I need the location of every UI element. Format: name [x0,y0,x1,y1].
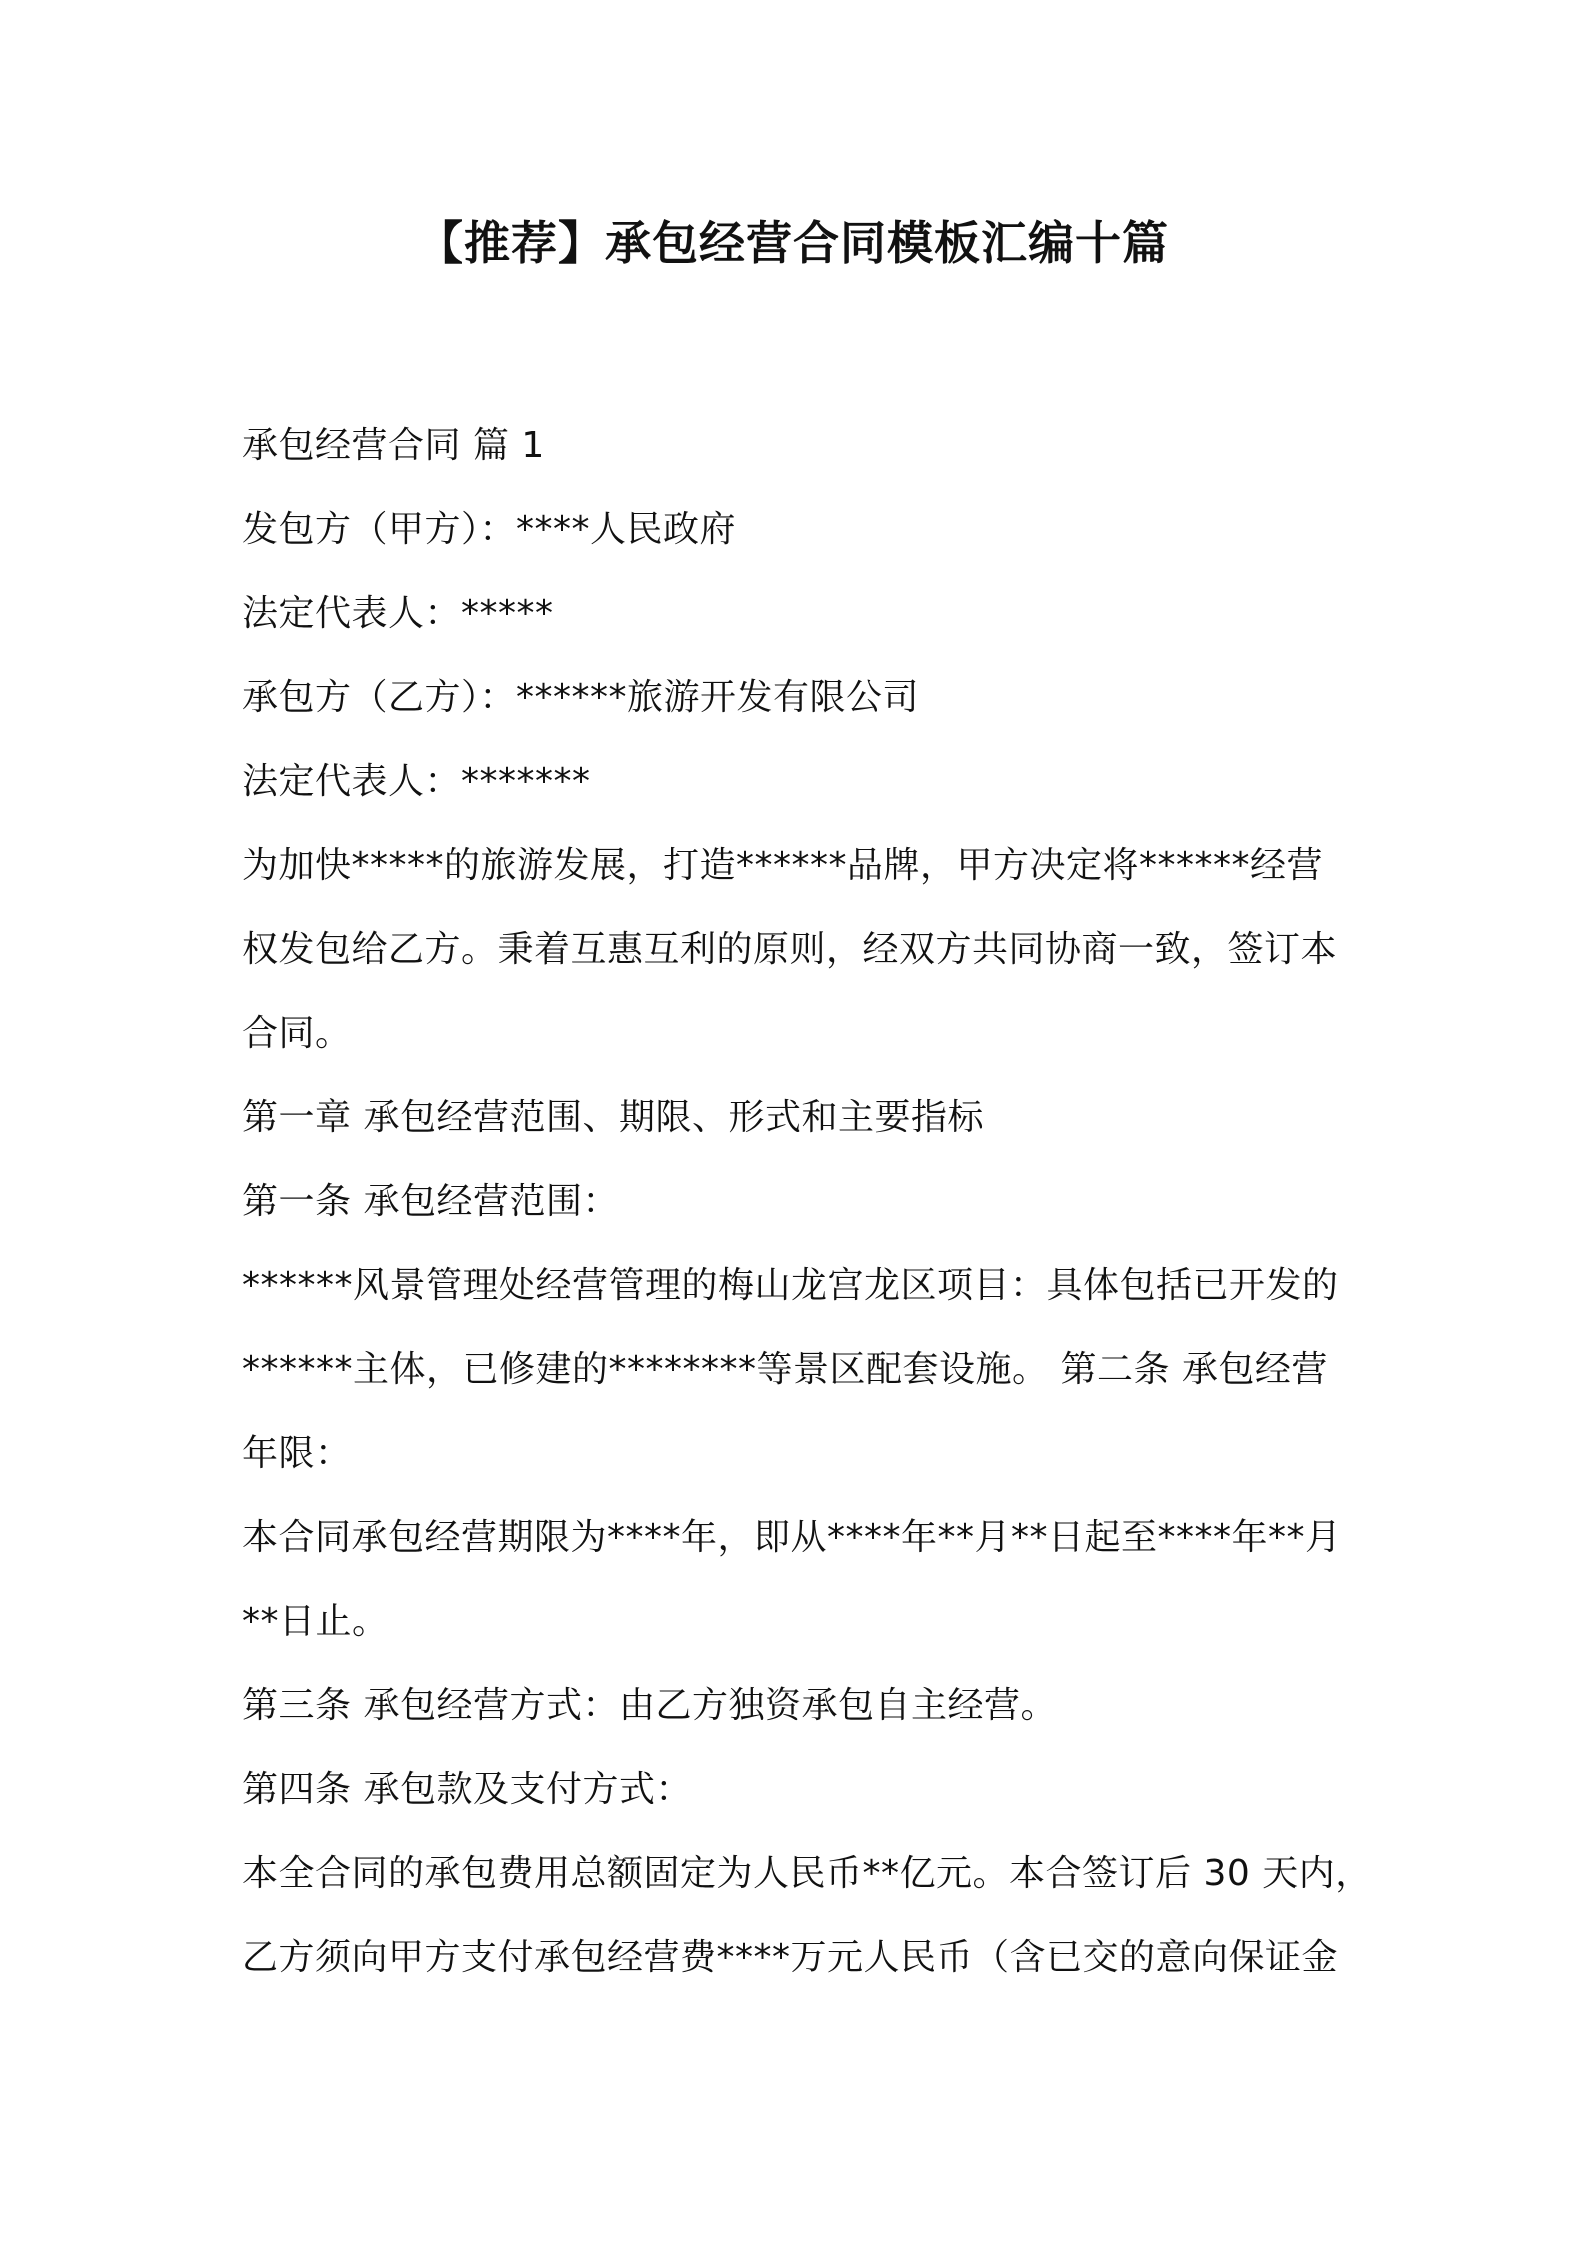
article-2-line-2: 本合同承包经营期限为****年，即从****年**月**日起至****年**月 [242,1517,1342,1558]
article-1-heading: 第一条 承包经营范围： [242,1181,619,1222]
section-heading-part-1: 承包经营合同 篇 1 [242,425,545,466]
preamble-line-3: 合同。 [242,1013,352,1054]
article-4-heading: 第四条 承包款及支付方式： [242,1769,692,1810]
party-b-line: 承包方（乙方）：******旅游开发有限公司 [242,677,920,718]
article-1-line-2: ******主体，已修建的********等景区配套设施。 第二条 承包经营 [242,1349,1328,1390]
article-2-line-1: 年限： [242,1433,352,1474]
party-a-representative-line: 法定代表人：***** [242,593,554,634]
article-4-line-2: 乙方须向甲方支付承包经营费****万元人民币（含已交的意向保证金 [242,1937,1339,1978]
article-1-line-1: ******风景管理处经营管理的梅山龙宫龙区项目：具体包括已开发的 [242,1265,1339,1306]
chapter-1-heading: 第一章 承包经营范围、期限、形式和主要指标 [242,1097,984,1138]
preamble-line-1: 为加快*****的旅游发展，打造******品牌，甲方决定将******经营 [242,845,1324,886]
document-title: 【推荐】承包经营合同模板汇编十篇 [417,216,1169,270]
party-b-representative-line: 法定代表人：******* [242,761,591,802]
article-4-line-1: 本全合同的承包费用总额固定为人民币**亿元。本合签订后 30 天内， [242,1853,1372,1894]
party-a-line: 发包方（甲方）：****人民政府 [242,509,737,550]
document-body [242,404,1372,2000]
article-3-line: 第三条 承包经营方式：由乙方独资承包自主经营。 [242,1685,1057,1726]
preamble-line-2: 权发包给乙方。秉着互惠互利的原则，经双方共同协商一致，签订本 [242,929,1338,970]
article-2-line-3: **日止。 [242,1601,389,1642]
